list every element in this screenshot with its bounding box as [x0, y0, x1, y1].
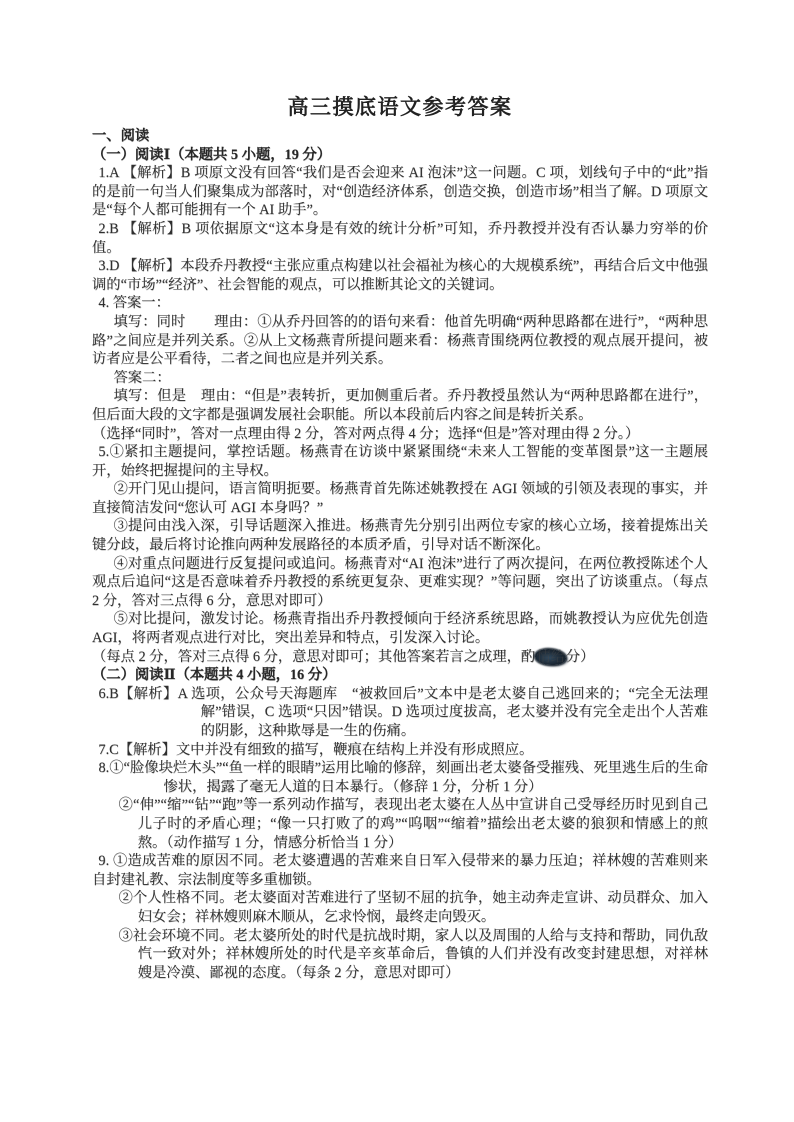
answer-q4-scoring: （选择“同时”，答对一点理由得 2 分，答对两点得 4 分；选择“但是”答对理由得 2 分。）	[92, 425, 640, 442]
answer-q4-answer2: 填写：但是 理由：“但是”表转折，更加侧重后者。乔丹教授虽然认为“两种思路都在进行”，但后面大段的文字都是强调发展社会职能。所以本段前后内容之间是转折关系。	[92, 388, 708, 423]
section-heading-reading: 一、阅读	[92, 128, 150, 144]
answer-q5-point4: ④对重点问题进行反复提问或追问。杨燕青对“AI 泡沫”进行了两次提问，在两位教授陈述个人观点后追问“这是否意味着乔丹教授的系统更复杂、更难实现？”等问题，突出了访谈重点。（每点 2 分，答对三点得 6 分，意思对即可）	[92, 555, 708, 609]
ink-smudge: 情给	[536, 648, 565, 665]
page-title: 高三摸底语文参考答案	[287, 95, 513, 119]
answer-q4-answer2-label: 答案二：	[113, 369, 171, 386]
answer-q5-scoring	[92, 648, 708, 667]
answer-q1: 1.A 【解析】B 项原文没有回答“我们是否会迎来 AI 泡沫”这一问题。C 项，划线句子中的“此”指的是前一句当人们聚集成为部落时，对“创造经济体系，创造交换，创造市场”相当了解。D 项原文是“每个人都可能拥有一个 AI 助手”。	[92, 165, 708, 219]
part2-heading: （二）阅读Ⅱ（本题共 4 小题，16 分）	[92, 667, 337, 684]
answer-q9-point3: ③社会环境不同。老太婆所处的时代是抗战时期，家人以及周围的人给与支持和帮助，同仇敌忾一致对外；祥林嫂所处的时代是辛亥革命后，鲁镇的人们并没有改变封建思想，对祥林嫂是冷漠、鄙视的态度。（每条 2 分，意思对即可）	[118, 927, 708, 981]
document-page	[92, 95, 708, 982]
answer-q9-point2: ②个人性格不同。老太婆面对苦难进行了坚韧不屈的抗争，她主动奔走宣讲、动员群众、加入妇女会；祥林嫂则麻木顺从，乞求怜悯，最终走向毁灭。	[118, 890, 708, 925]
answer-q7: 7.C【解析】文中并没有细致的描写，鞭痕在结构上并没有形成照应。	[98, 741, 534, 758]
scoring-text-after: 分）	[565, 648, 595, 665]
answer-q5-point2: ②开门见山提问，语言简明扼要。杨燕青首先陈述姚教授在 AGI 领域的引领及表现的事实，并直接简洁发问“您认可 AGI 本身吗？”	[92, 481, 708, 516]
answer-q8-point1: 8.①“脸像块烂木头”“鱼一样的眼睛”运用比喻的修辞，刻画出老太婆备受摧残、死里逃生后的生命惨状，揭露了毫无人道的日本暴行。（修辞 1 分，分析 1 分）	[98, 760, 708, 795]
answer-q3: 3.D 【解析】本段乔丹教授“主张应重点构建以社会福祉为核心的大规模系统”，再结合后文中他强调的“市场”“经济”、社会智能的观点，可以推断其论文的关键词。	[92, 258, 708, 293]
answer-q4-answer1: 填写：同时 理由：①从乔丹回答的的语句来看：他首先明确“两种思路都在进行”，“两种思路”之间应是并列关系。②从上文杨燕青所提问题来看：杨燕青围绕两位教授的观点展开提问，被访者应是公平看待，二者之间也应是并列关系。	[92, 313, 708, 368]
answer-q8-point2: ②“伸”“缩”“钻”“跑”等一系列动作描写，表现出老太婆在人丛中宣讲自己受辱经历时见到自己儿子时的矛盾心理；“像一只打败了的鸡”“呜咽”“缩着”描绘出老太婆的狼狈和情感上的煎熬。（动作描写 1 分，情感分析恰当 1 分）	[118, 797, 708, 851]
scoring-text-before: （每点 2 分，答对三点得 6 分，意思对即可；其他答案若言之成理，酌	[92, 648, 536, 665]
part1-heading: （一）阅读Ⅰ（本题共 5 小题，19 分）	[92, 146, 332, 163]
answer-q5-point5: ⑤对比提问，激发讨论。杨燕青指出乔丹教授倾向于经济系统思路，而姚教授认为应优先创造 AGI，将两者观点进行对比，突出差异和特点，引发深入讨论。	[92, 611, 708, 647]
answer-q5-point3: ③提问由浅入深，引导话题深入推进。杨燕青先分别引出两位专家的核心立场，接着提炼出关键分歧，最后将讨论推向两种发展路径的本质矛盾，引导对话不断深化。	[92, 518, 708, 554]
answer-q4-label: 4. 答案一：	[98, 295, 170, 312]
answer-q2: 2.B 【解析】B 项依据原文“这本身是有效的统计分析”可知，乔丹教授并没有否认暴力穷举的价值。	[92, 220, 708, 256]
answer-q9-point1: 9. ①造成苦难的原因不同。老太婆遭遇的苦难来自日军入侵带来的暴力压迫；祥林嫂的苦难则来自封建礼教、宗法制度等多重枷锁。	[92, 853, 708, 888]
answer-q5-point1: 5.①紧扣主题提问，掌控话题。杨燕青在访谈中紧紧围绕“未来人工智能的变革图景”这一主题展开，始终把握提问的主导权。	[92, 444, 708, 479]
answer-q6: 6.B【解析】A 选项，公众号天海题库 “被救回后”文本中是老太婆自己逃回来的；“完全无法理解”错误，C 选项“只因”错误。D 选项过度拔高，老太婆并没有完全走出个人苦难的阴影，这种欺辱是一生的伤痛。	[98, 685, 708, 739]
